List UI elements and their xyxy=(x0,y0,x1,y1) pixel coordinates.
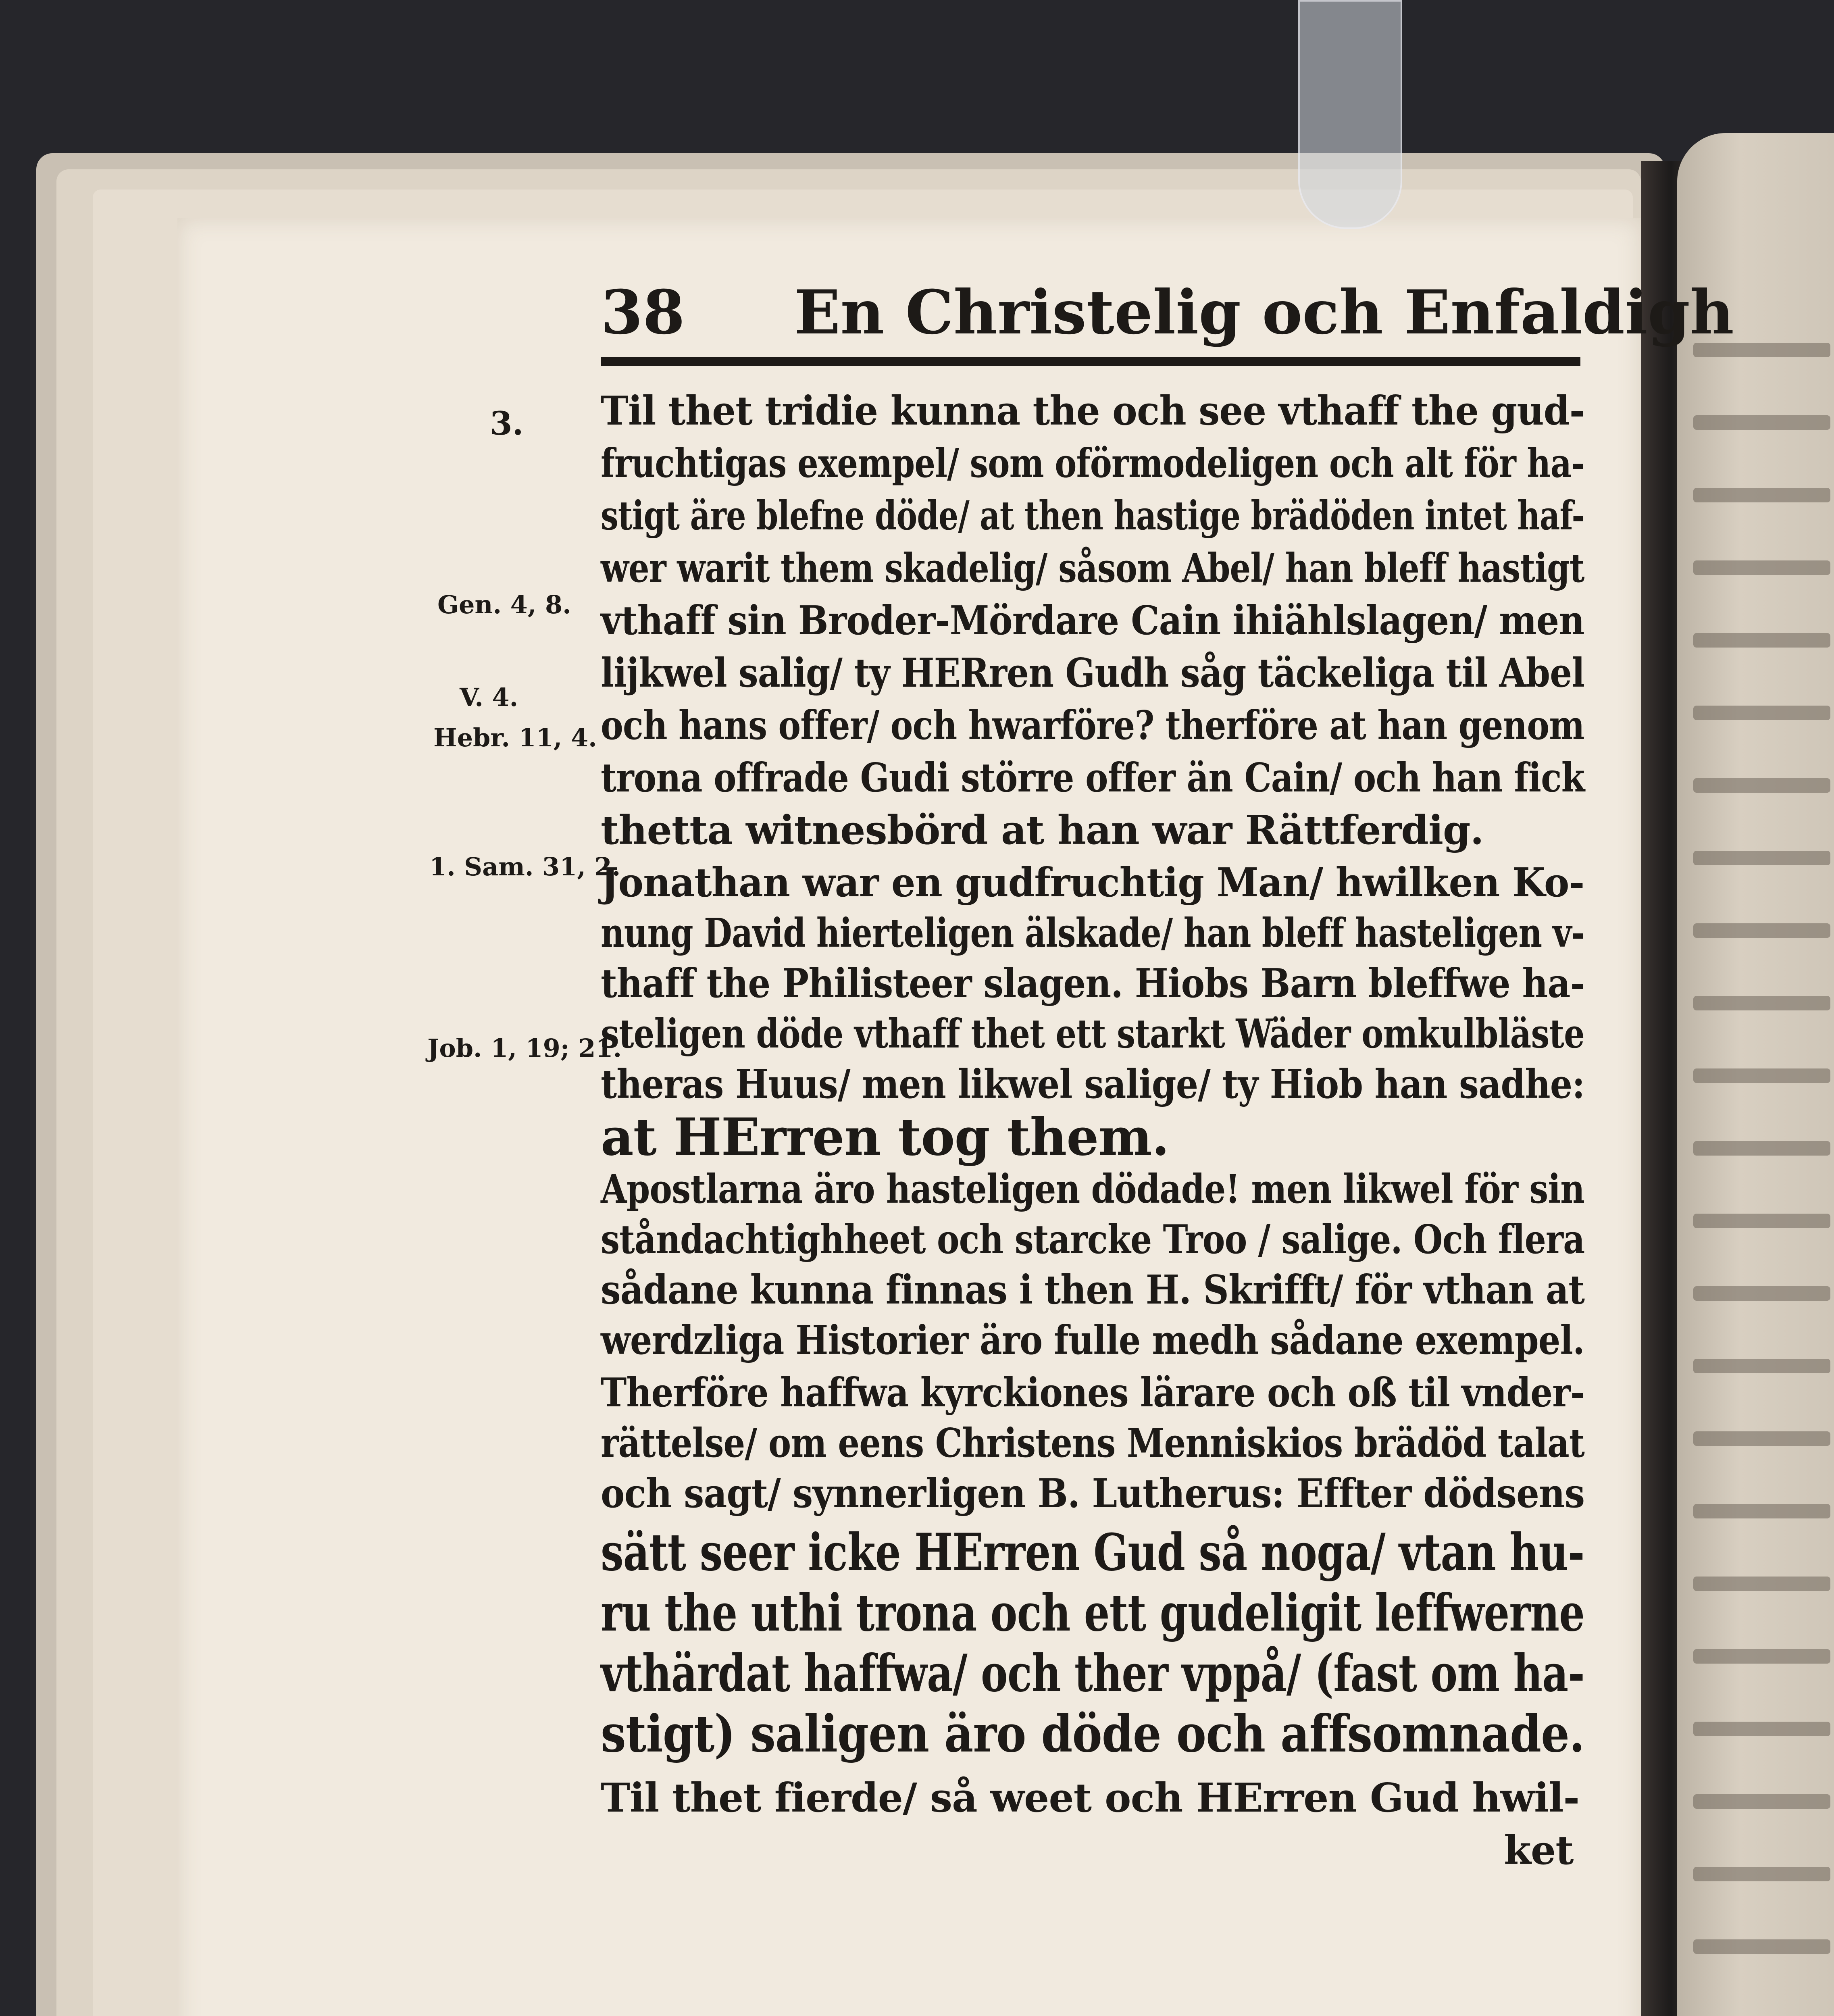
margin-note: Hebr. 11, 4. xyxy=(433,723,597,752)
margin-note: 3. xyxy=(490,404,524,442)
text-line: wer warit them skadelig/ såsom Abel/ han bleff hastigt xyxy=(601,545,1584,591)
text-line: stigt äre blefne döde/ at then hastige brädöden intet haf- xyxy=(601,493,1584,539)
text-line: steligen döde vthaff thet ett starkt Wäder omkulbläste xyxy=(601,1011,1585,1057)
text-line: fruchtigas exempel/ som oförmodeligen och alt för ha- xyxy=(601,440,1585,487)
text-line: sätt seer icke HErren Gud så noga/ vtan hu- xyxy=(601,1522,1584,1582)
header-rule xyxy=(601,357,1580,366)
text-line: Jonathan war en gudfruchtig Man/ hwilken Ko- xyxy=(601,860,1584,906)
text-line: Apostlarna äro hasteligen dödade! men likwel för sin xyxy=(601,1166,1585,1212)
text-line: lijkwel salig/ ty HERren Gudh såg täckeliga til Abel xyxy=(601,650,1585,696)
margin-note: Gen. 4, 8. xyxy=(437,590,571,619)
text-line: theras Huus/ men likwel salige/ ty Hiob han sadhe: xyxy=(601,1061,1585,1108)
facing-page xyxy=(1677,133,1834,2016)
margin-note: V. 4. xyxy=(460,683,518,712)
page-holder-clip-top xyxy=(1298,0,1402,229)
text-line: at HErren tog them. xyxy=(601,1107,1169,1167)
margin-note: Job. 1, 19; 21. xyxy=(427,1033,622,1063)
text-line: vthaff sin Broder-Mördare Cain ihiählslagen/ men xyxy=(601,598,1584,644)
text-line: stigt) saligen äro döde och affsomnade. xyxy=(601,1704,1585,1764)
text-line: och hans offer/ och hwarföre? therföre at han genom xyxy=(601,702,1584,749)
text-line: trona offrade Gudi större offer än Cain/ och han fick xyxy=(601,755,1585,801)
text-line: vthärdat haffwa/ och ther vppå/ (fast om ha- xyxy=(601,1643,1585,1703)
running-title: En Christelig och Enfaldigh xyxy=(794,277,1734,348)
text-line: werdzliga Historier äro fulle medh sådane exempel. xyxy=(601,1317,1585,1364)
text-line: Therföre haffwa kyrckiones lärare och oß til vnder- xyxy=(601,1370,1584,1416)
text-line: nung David hierteligen älskade/ han bleff hasteligen v- xyxy=(601,910,1585,956)
page-number: 38 xyxy=(601,277,685,348)
catchword: ket xyxy=(1504,1827,1574,1874)
text-line: ru the uthi trona och ett gudeligit leffwerne xyxy=(601,1583,1585,1643)
text-line: sådane kunna finnas i then H. Skrifft/ för vthan at xyxy=(601,1267,1585,1313)
text-line: Til thet fierde/ så weet och HErren Gud hwil- xyxy=(601,1775,1580,1821)
text-line: thaff the Philisteer slagen. Hiobs Barn bleffwe ha- xyxy=(601,960,1585,1007)
running-head xyxy=(601,277,1734,348)
text-line: rättelse/ om eens Christens Menniskios brädöd talat xyxy=(601,1420,1585,1466)
margin-note: 1. Sam. 31, 2. xyxy=(429,852,621,881)
text-line: och sagt/ synnerligen B. Lutherus: Effter dödsens xyxy=(601,1470,1585,1517)
text-line: thetta witnesbörd at han war Rättferdig. xyxy=(601,807,1484,854)
text-line: ståndachtighheet och starcke Troo / salige. Och flera xyxy=(601,1216,1585,1263)
text-line: Til thet tridie kunna the och see vthaff the gud- xyxy=(601,388,1585,434)
